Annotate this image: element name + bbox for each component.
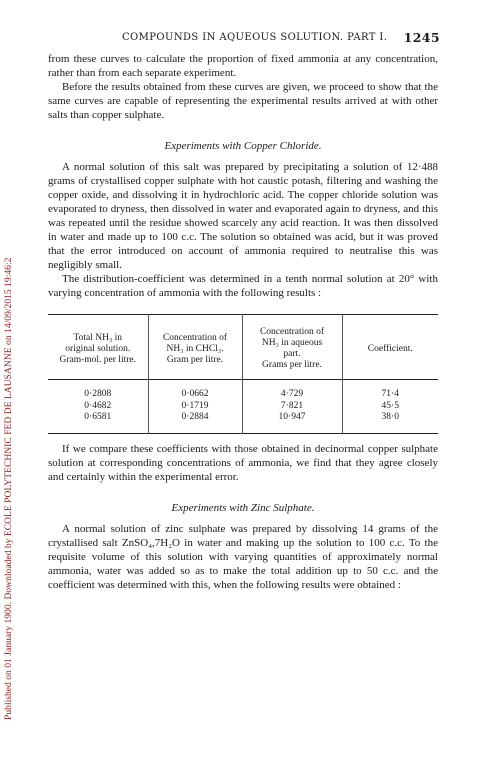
cell-coefficient: 71·4: [342, 380, 438, 401]
header-total-nh3: Total NH₃ in original solution. Gram-mol. per litre.: [48, 315, 148, 380]
results-table-wrapper: [48, 314, 438, 434]
cell-aqueous: 4·729: [242, 380, 342, 401]
table-header-row: [48, 315, 438, 380]
paragraph-continuation: from these curves to calculate the proportion of fixed ammonia at any concentration, rather than from each separate experiment.: [48, 53, 438, 79]
paragraph-comparison: If we compare these coefficients with those obtained in decinormal copper sulphate solution at corresponding concentrations of ammonia, we find that they agree closely and certainly within the experimental error.: [48, 442, 438, 483]
cell-total: 0·6581: [84, 412, 112, 422]
cell-chcl3: 0·1719: [148, 401, 242, 413]
cell-chcl3: 0·2884: [148, 412, 242, 433]
header-concentration-aqueous: Concentration of NH₃ in aqueous part. Grams per litre.: [242, 315, 342, 380]
cell-coefficient: 45·5: [342, 401, 438, 413]
table-row: [48, 412, 438, 433]
table-row: [48, 401, 438, 413]
header-concentration-chcl3: Concentration of NH₃ in CHCl₃. Gram per litre.: [148, 315, 242, 380]
section-heading-copper-chloride: Experiments with Copper Chloride.: [164, 140, 322, 152]
cell-coefficient: 38·0: [342, 412, 438, 433]
cell-total: 0·4682: [84, 400, 112, 411]
paragraph-distribution-coefficient: The distribution-coefficient was determined in a tenth normal solution at 20° with varying concentration of ammonia with the following results :: [48, 273, 438, 299]
paragraph-intro: Before the results obtained from these curves are given, we proceed to show that the same curves are capable of representing the experimental results arrived at with other salts than copper sulphate.: [48, 81, 438, 121]
results-table: [48, 314, 438, 434]
download-watermark: Published on 01 January 1900. Downloaded by ECOLE POLYTECHNIC FED DE LAUSANNE on 14/09/2015 19:46:2: [3, 257, 14, 720]
section-heading-zinc-sulphate: Experiments with Zinc Sulphate.: [171, 501, 315, 514]
cell-aqueous: 7·821: [242, 401, 342, 413]
running-head-title: COMPOUNDS IN AQUEOUS SOLUTION. PART I.: [122, 32, 388, 43]
cell-chcl3: 0·0662: [148, 380, 242, 401]
paragraph-zinc-sulphate-prep: A normal solution of zinc sulphate was prepared by dissolving 14 grams of the crystallised salt ZnSO₄,7H₂O in water and making up the solution to 100 c.c. To the requisite volume of this solution with varying quantities of approximately normal ammonia, water was added so as to make the total addition up to 50 c.c. and the coefficient was determined with this, when the following results were obtained :: [48, 522, 438, 591]
header-coefficient: Coefficient.: [342, 315, 438, 380]
paragraph-copper-chloride-prep: A normal solution of this salt was prepared by precipitating a solution of 12·488 grams of crystallised copper sulphate with hot caustic potash, filtering and washing the copper oxide, and dissolving it in hydrochloric acid. The copper chloride solution was evaporated to dryness, then dissolved in water and evaporated again to dryness, and this was repeated until the residue showed scarcely any acid reaction. It was then dissolved in water and made up to 100 c.c. The solution so obtained was acid, but it was proved that the error introduced on account of ammonia required to neutralise this was negligibly small.: [48, 161, 438, 271]
running-head: [48, 30, 438, 44]
page-body: [48, 30, 438, 592]
cell-aqueous: 10·947: [242, 412, 342, 433]
cell-total: 0·2808: [84, 389, 112, 399]
table-row: [48, 380, 438, 401]
page-number: 1245: [403, 30, 440, 45]
